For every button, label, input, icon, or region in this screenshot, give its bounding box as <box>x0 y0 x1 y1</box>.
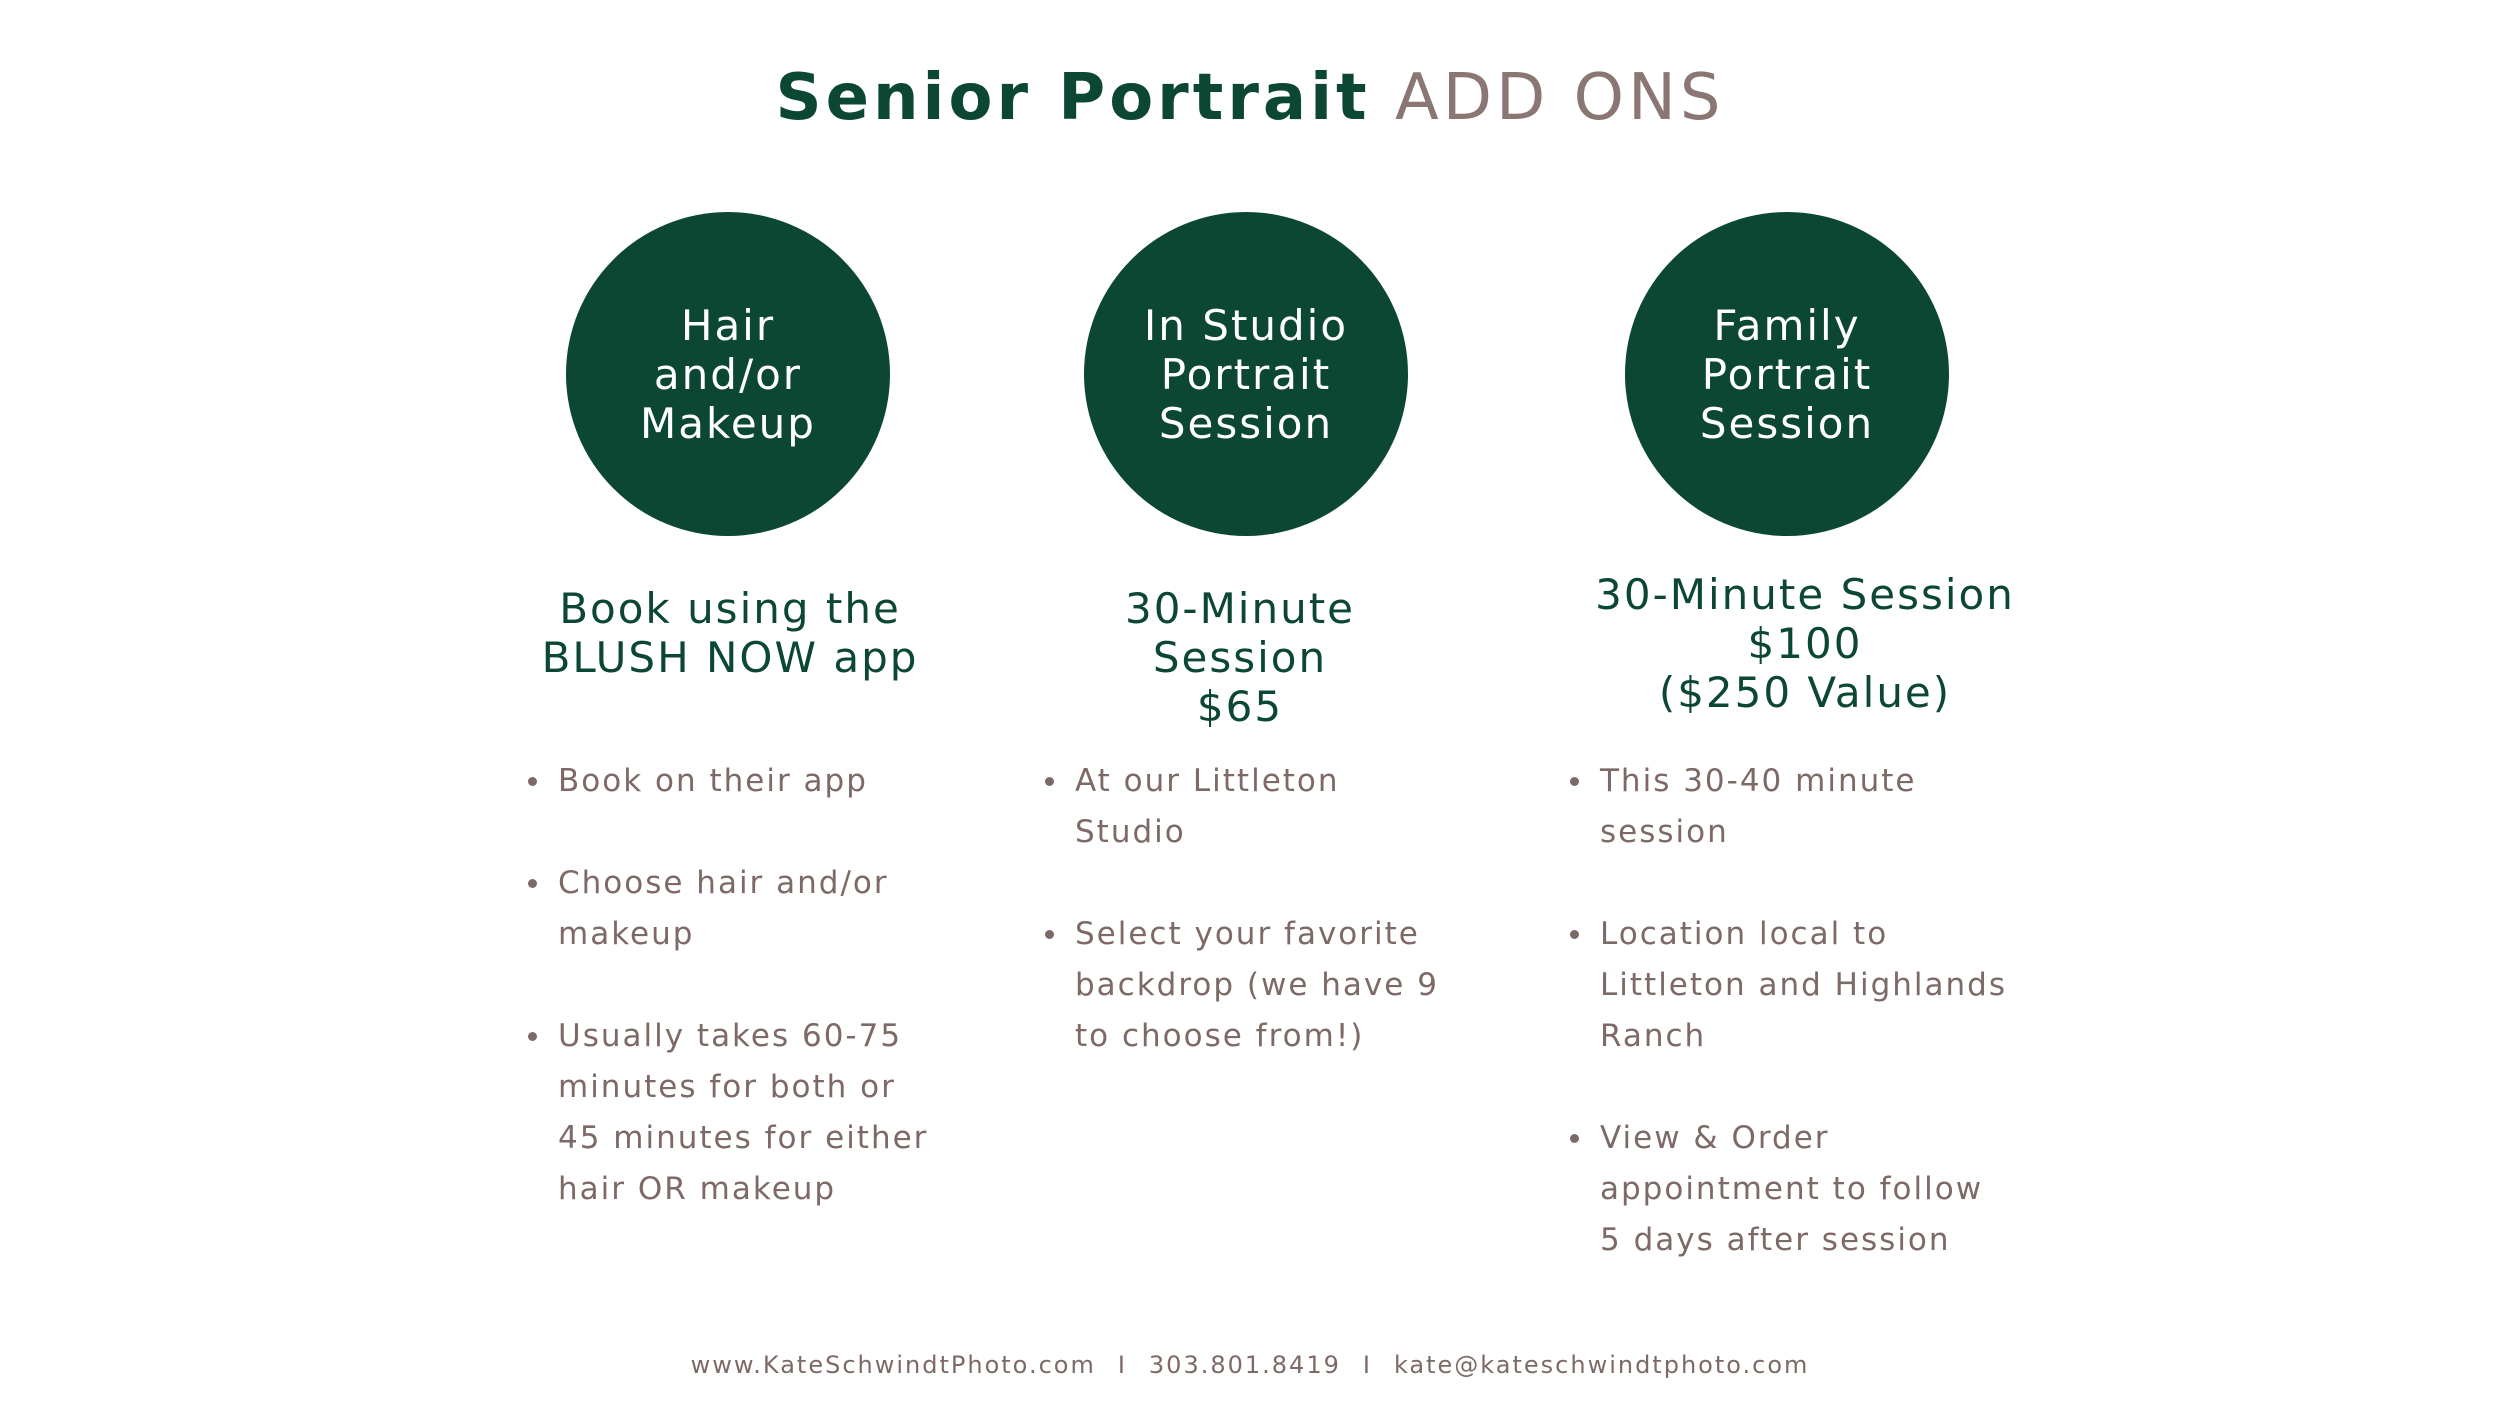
bullet-list-hair-makeup <box>528 756 998 1266</box>
addon-heading-hair-makeup: Book using the BLUSH NOW app <box>541 584 919 682</box>
bullet-dot <box>528 777 537 786</box>
footer-contact <box>0 1350 2500 1380</box>
phone-number[interactable]: 303.801.8419 <box>1148 1351 1341 1379</box>
website-link[interactable]: www.KateSchwindtPhoto.com <box>690 1351 1096 1379</box>
circle-label: Family Portrait Session <box>1699 300 1875 448</box>
email-link[interactable]: kate@kateschwindtphoto.com <box>1393 1351 1810 1379</box>
list-item: Book on their app <box>528 756 998 807</box>
footer-separator: I <box>1117 1351 1127 1379</box>
page-title <box>0 58 2500 138</box>
bullet-dot <box>1570 930 1579 939</box>
addon-circle-studio-session <box>1084 212 1408 536</box>
addon-heading-studio-session: 30-Minute Session $65 <box>1124 584 1356 731</box>
bullet-dot <box>1045 777 1054 786</box>
bullet-dot <box>1045 930 1054 939</box>
addon-circle-hair-makeup <box>566 212 890 536</box>
title-accent: ADD ONS <box>1394 61 1725 135</box>
title-main: Senior Portrait <box>775 61 1371 135</box>
addon-heading-family-session: 30-Minute Session $100 ($250 Value) <box>1595 570 2015 717</box>
list-item: This 30-40 minute session <box>1570 756 2110 858</box>
circle-label: In Studio Portrait Session <box>1143 300 1349 448</box>
list-item: View & Order appointment to follow 5 days after session <box>1570 1113 2110 1266</box>
addon-circle-family-session <box>1625 212 1949 536</box>
list-item: At our Littleton Studio <box>1045 756 1515 858</box>
bullet-dot <box>528 879 537 888</box>
bullet-dot <box>528 1032 537 1041</box>
bullet-dot <box>1570 777 1579 786</box>
footer-separator: I <box>1362 1351 1372 1379</box>
list-item: Select your favorite backdrop (we have 9 to choose from!) <box>1045 909 1515 1062</box>
bullet-list-studio-session <box>1045 756 1515 1113</box>
list-item: Choose hair and/or makeup <box>528 858 998 960</box>
circle-label: Hair and/or Makeup <box>640 300 816 448</box>
list-item: Location local to Littleton and Highlands Ranch <box>1570 909 2110 1062</box>
bullet-dot <box>1570 1134 1579 1143</box>
bullet-list-family-session <box>1570 756 2110 1317</box>
list-item: Usually takes 60-75 minutes for both or 45 minutes for either hair OR makeup <box>528 1011 998 1215</box>
